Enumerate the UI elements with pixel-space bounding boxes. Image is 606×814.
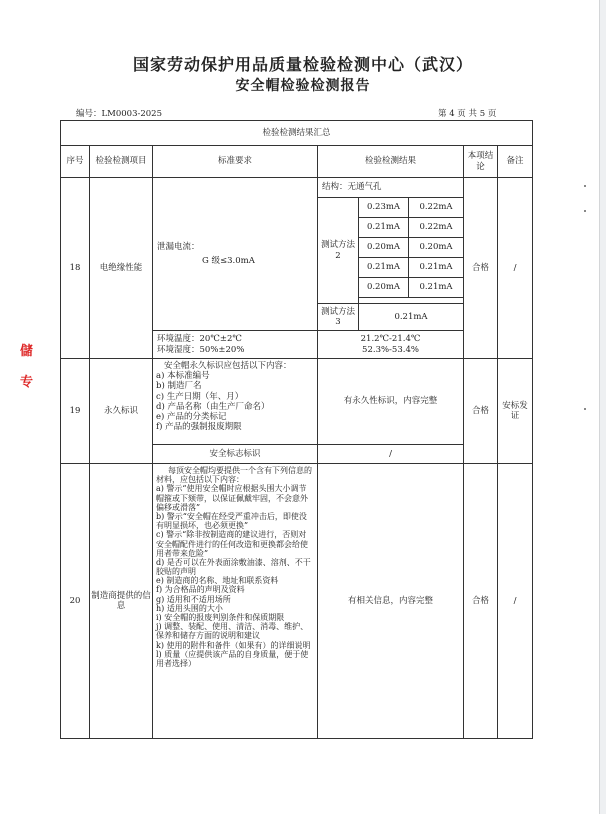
row18-env-std-temp: 环境温度：20℃±2℃ (157, 334, 242, 345)
row19-standard (153, 359, 318, 445)
page-number: 第 4 页 共 5 页 (438, 109, 497, 119)
row19-no: 19 (61, 359, 90, 464)
row18-reading: 0.21mA (359, 258, 409, 278)
row20-list-item: g) 适用和不适用场所 (156, 594, 231, 604)
row20-conclusion: 合格 (464, 464, 498, 739)
row18-env-standard (153, 331, 318, 359)
row20-intro: 每顶安全帽均要提供一个含有下列信息的材料，应包括以下内容： (156, 466, 312, 485)
scan-dot (584, 408, 586, 410)
row20-list-item: d) 是否可以在外表面涂敷油漆、溶剂、不干胶贴的声明 (156, 557, 311, 577)
row19-remark: 安标发证 (498, 359, 533, 464)
row18-reading: 0.23mA (359, 198, 409, 218)
row18-reading: 0.22mA (409, 218, 464, 238)
report-number: 编号：LM0003-2025 (76, 109, 162, 119)
header-item: 检验检测项目 (90, 146, 153, 178)
row19-item: 永久标识 (90, 359, 153, 464)
row19-sub-result: / (318, 445, 464, 464)
row20-list-item: j) 调整、装配、使用、清洁、消毒、维护、保养和储存方面的说明和建议 (156, 622, 309, 641)
row18-no: 18 (61, 178, 90, 359)
scan-dot (584, 185, 586, 187)
header-remark: 备注 (498, 146, 533, 178)
row18-reading: 0.20mA (409, 238, 464, 258)
row18-method2: 测试方法 2 (318, 198, 359, 304)
row20-list-item: k) 使用的附件和备件（如果有）的详细说明 (156, 640, 311, 650)
row18-reading: 0.22mA (409, 198, 464, 218)
row20-list-item: c) 警示“除非按制造商的建议进行，否则对安全帽配件进行的任何改造和更换都会给使用者带来危险” (156, 530, 308, 558)
row20-list-item: h) 适用头围的大小 (156, 603, 223, 613)
row18-method3-value: 0.21mA (359, 304, 464, 331)
row19-sub-label: 安全标志标识 (153, 445, 318, 464)
row19-list-item: d) 产品名称（由生产厂命名） (156, 401, 270, 412)
row19-intro: 安全帽永久标识应包括以下内容： (164, 361, 292, 371)
header-no: 序号 (61, 146, 90, 178)
row19-list-item: a) 本标准编号 (156, 371, 210, 382)
row20-item: 制造商提供的信息 (90, 464, 153, 739)
row20-list-item: b) 警示“安全帽在经受严重冲击后，即使没有明显损坏，也必须更换” (156, 511, 307, 531)
seal-char: 专 (20, 375, 34, 390)
row18-reading: 0.20mA (359, 238, 409, 258)
row20-remark: / (498, 464, 533, 739)
row18-env-res-temp: 21.2℃-21.4℃ (360, 334, 421, 345)
row20-list-item: a) 警示“使用安全帽时应根据头围大小调节帽箍或下颏带，以保证佩戴牢固，不会意外偏移或滑落” (156, 484, 308, 512)
results-table (60, 120, 533, 739)
row18-reading: 0.21mA (409, 258, 464, 278)
row20-list-item: l) 质量（应提供该产品的自身质量，便于使用者选择） (156, 649, 309, 668)
row19-list-item: f) 产品的强制报废期限 (156, 422, 242, 433)
row19-list-item: e) 产品的分类标记 (156, 411, 227, 422)
row18-reading: 0.20mA (359, 278, 409, 298)
summary-title: 检验检测结果汇总 (61, 121, 533, 146)
row20-list-item: e) 制造商的名称、地址和联系资料 (156, 576, 279, 586)
page-edge (599, 0, 606, 814)
row19-result: 有永久性标识，内容完整 (318, 359, 464, 445)
row20-no: 20 (61, 464, 90, 739)
row19-list-item: b) 制造厂名 (156, 381, 202, 392)
header-conclusion: 本项结论 (464, 146, 498, 178)
row18-reading: 0.21mA (409, 278, 464, 298)
row18-env-std-hum: 环境湿度：50%±20% (157, 344, 245, 355)
seal-char: 儲 (20, 344, 34, 359)
row18-method3: 测试方法 3 (318, 304, 359, 331)
row18-env-res-hum: 52.3%-53.4% (362, 344, 419, 355)
header-standard: 标准要求 (153, 146, 318, 178)
row18-remark: / (498, 178, 533, 359)
row18-standard-value: G 级≤3.0mA (202, 256, 255, 266)
row18-structure: 结构：无通气孔 (318, 178, 464, 198)
row18-reading: 0.21mA (359, 218, 409, 238)
row20-list-item: i) 安全帽的报废判别条件和保质期限 (156, 613, 285, 622)
header-result: 检验检测结果 (318, 146, 464, 178)
row18-item: 电绝缘性能 (90, 178, 153, 359)
row18-env-result (318, 331, 464, 359)
seal-stamp (20, 345, 33, 407)
scan-dot (584, 210, 586, 212)
row20-list-item: f) 为合格品的声明及资料 (156, 585, 245, 595)
row19-list-item: c) 生产日期（年、月） (156, 391, 244, 402)
report-title: 国家劳动保护用品质量检验检测中心（武汉） (132, 55, 473, 74)
row19-conclusion: 合格 (464, 359, 498, 464)
row18-standard-label: 泄漏电流： (157, 241, 200, 252)
row20-standard (153, 464, 318, 739)
row18-conclusion: 合格 (464, 178, 498, 359)
report-subtitle: 安全帽检验检测报告 (235, 78, 371, 94)
row18-standard (153, 178, 318, 331)
row20-result: 有相关信息，内容完整 (318, 464, 464, 739)
